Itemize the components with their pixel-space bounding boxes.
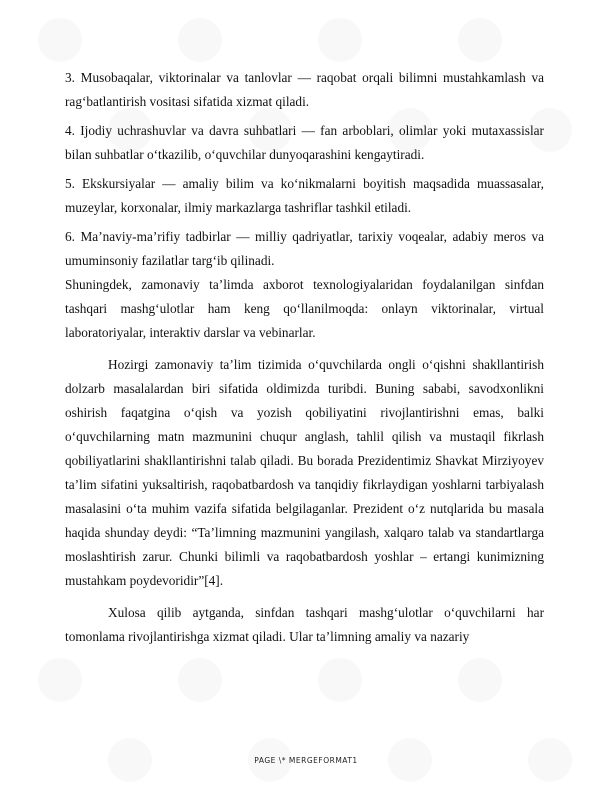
paragraph-list-item-5: 5. Ekskursiyalar — amaliy bilim va ko‘nikmalarni boyitish maqsadida muassasalar, muzeylar, korxonalar, ilmiy markazlarga tashriflar tashkil etiladi. <box>65 176 544 215</box>
paragraph-conclusion: Xulosa qilib aytganda, sinfdan tashqari mashg‘ulotlar o‘quvchilarni har tomonlama rivojlantirishga xizmat qiladi. Ular ta’limning amaliy va nazariy <box>65 605 544 644</box>
paragraph-list-item-4: 4. Ijodiy uchrashuvlar va davra suhbatlari — fan arboblari, olimlar yoki mutaxassislar bilan suhbatlar o‘tkazilib, o‘quvchilar dunyoqarashini kengaytiradi. <box>65 123 544 162</box>
paragraph-conscious-reading: Hozirgi zamonaviy ta’lim tizimida o‘quvchilarda ongli o‘qishni shakllantirish dolzarb masalalardan biri sifatida oldimizda turibdi. Buning sababi, savodxonlikni oshirish faqatgina o‘qish va yozish qobiliyatini rivojlantirishni emas, balki o‘quvchilarning matn mazmunini chuqur anglash, tahlil qilish va mustaqil fikrlash qobiliyatlarini shakllantirishni talab qiladi. Bu borada Prezidentimiz Shavkat Mirziyoyev ta’lim sifatini yuksaltirish, raqobatbardosh va tanqidiy fikrlaydigan yoshlarni tarbiyalash masalasini o‘ta muhim vazifa sifatida belgilaganlar. Prezident o‘z nutqlarida bu masala haqida shunday deydi: “Ta’limning mazmunini yangilash, xalqaro talab va standartlarga moslashtirish zarur. Chunki bilimli va raqobatbardosh yoshlar – ertangi kunimizning mustahkam poydevoridir”[4]. <box>65 357 544 588</box>
paragraph-list-item-3: 3. Musobaqalar, viktorinalar va tanlovlar — raqobat orqali bilimni mustahkamlash va rag‘batlantirish vositasi sifatida xizmat qiladi. <box>65 70 544 109</box>
document-body <box>65 66 544 649</box>
paragraph-list-item-6: 6. Ma’naviy-ma’rifiy tadbirlar — milliy qadriyatlar, tarixiy voqealar, adabiy meros va umuminsoniy fazilatlar targ‘ib qilinadi. <box>65 229 544 268</box>
paragraph-modern-technologies: Shuningdek, zamonaviy ta’limda axborot texnologiyalaridan foydalanilgan sinfdan tashqari mashg‘ulotlar ham keng qo‘llanilmoqda: onlayn viktorinalar, virtual laboratoriyalar, interaktiv darslar va vebinarlar. <box>65 277 544 340</box>
page-footer-field: PAGE \* MERGEFORMAT1 <box>254 756 358 765</box>
